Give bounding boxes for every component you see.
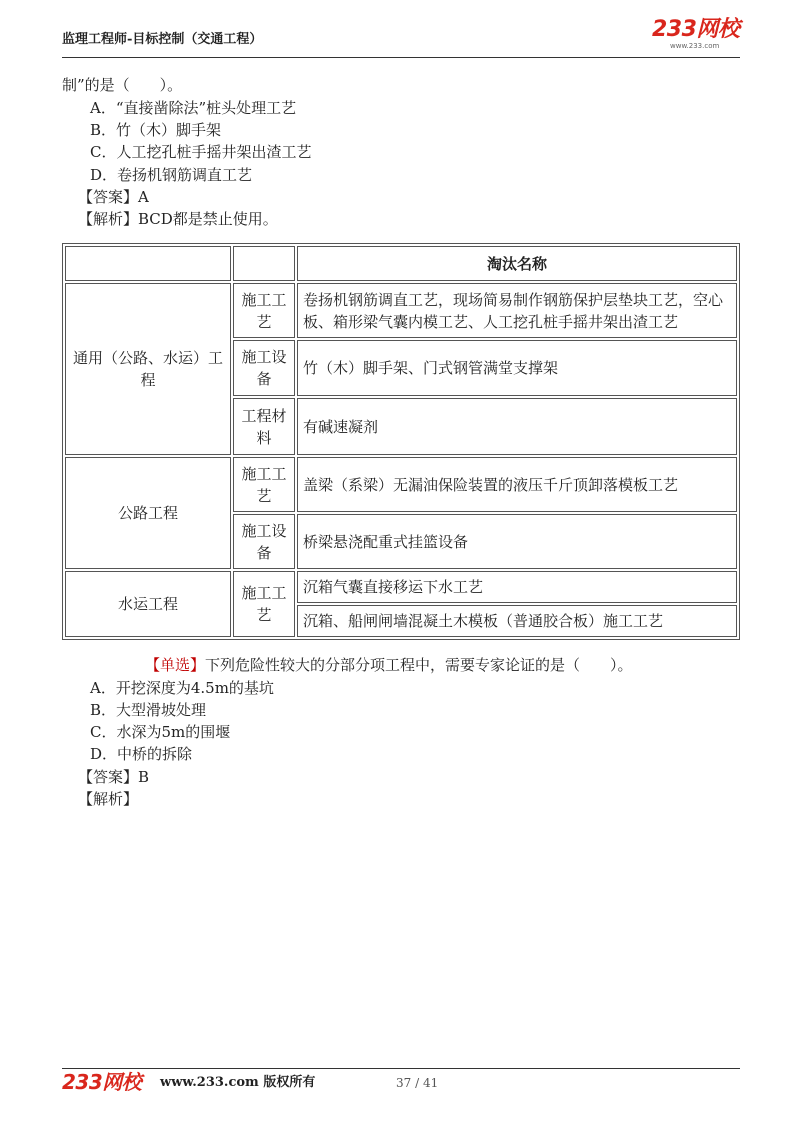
row-category: 施工设备: [233, 340, 295, 396]
row-items: 沉箱气囊直接移运下水工艺: [297, 571, 737, 603]
group-label-waterway: 水运工程: [65, 571, 231, 637]
document-title: 监理工程师-目标控制（交通工程）: [62, 32, 263, 47]
q1-option-a: A．“直接凿除法”桩头处理工艺: [90, 99, 297, 117]
brand-logo-url: www.233.com: [670, 42, 720, 50]
q1-answer: 【答案】A: [78, 188, 149, 206]
row-category: 施工工艺: [233, 571, 295, 637]
table-row: [65, 283, 737, 338]
row-category: 施工设备: [233, 514, 295, 569]
table-row: [65, 457, 737, 512]
header-divider: [62, 57, 740, 58]
row-category: 施工工艺: [233, 283, 295, 338]
footer-brand-logo: 233网校: [62, 1070, 142, 1094]
table-header-empty: [65, 246, 231, 281]
q1-analysis: 【解析】BCD都是禁止使用。: [78, 210, 278, 228]
q2-analysis: 【解析】: [78, 790, 139, 808]
q2-option-b: B．大型滑坡处理: [90, 701, 207, 719]
q2-option-a: A．开挖深度为4.5m的基坑: [90, 679, 274, 697]
group-label-highway: 公路工程: [65, 457, 231, 569]
eliminated-processes-table: [62, 243, 740, 640]
q2-type-tag: 【单选】: [145, 656, 206, 674]
table-header-empty: [233, 246, 295, 281]
brand-logo: 233网校: [652, 17, 740, 42]
row-items: 盖梁（系梁）无漏油保险装置的液压千斤顶卸落模板工艺: [297, 457, 737, 512]
row-category: 工程材料: [233, 398, 295, 455]
group-label-general: 通用（公路、水运）工程: [65, 283, 231, 455]
table-header-name: 淘汰名称: [297, 246, 737, 281]
q2-option-d: D．中桥的拆除: [90, 745, 193, 763]
page-number: 37 / 41: [396, 1076, 439, 1090]
row-items: 卷扬机钢筋调直工艺，现场简易制作钢筋保护层垫块工艺，空心板、箱形梁气囊内模工艺、人工挖孔桩手摇井架出渣工艺: [297, 283, 737, 338]
q2-stem: [145, 654, 633, 676]
table-row: [65, 571, 737, 603]
row-items: 沉箱、船闸闸墙混凝土木模板（普通胶合板）施工工艺: [297, 605, 737, 637]
row-category: 施工工艺: [233, 457, 295, 512]
q1-option-c: C．人工挖孔桩手摇井架出渣工艺: [90, 143, 312, 161]
q2-stem-text: 下列危险性较大的分部分项工程中，需要专家论证的是（ ）。: [205, 656, 633, 674]
footer-divider: [62, 1068, 740, 1069]
footer-copyright: www.233.com 版权所有: [160, 1075, 316, 1090]
q2-answer: 【答案】B: [78, 768, 150, 786]
q2-option-c: C．水深为5m的围堰: [90, 723, 231, 741]
row-items: 有碱速凝剂: [297, 398, 737, 455]
row-items: 竹（木）脚手架、门式钢管满堂支撑架: [297, 340, 737, 396]
table-header-row: [65, 246, 737, 281]
q1-option-b: B．竹（木）脚手架: [90, 121, 222, 139]
row-items: 桥梁悬浇配重式挂篮设备: [297, 514, 737, 569]
q1-option-d: D．卷扬机钢筋调直工艺: [90, 166, 253, 184]
q1-stem-tail: 制”的是（ ）。: [62, 76, 183, 94]
